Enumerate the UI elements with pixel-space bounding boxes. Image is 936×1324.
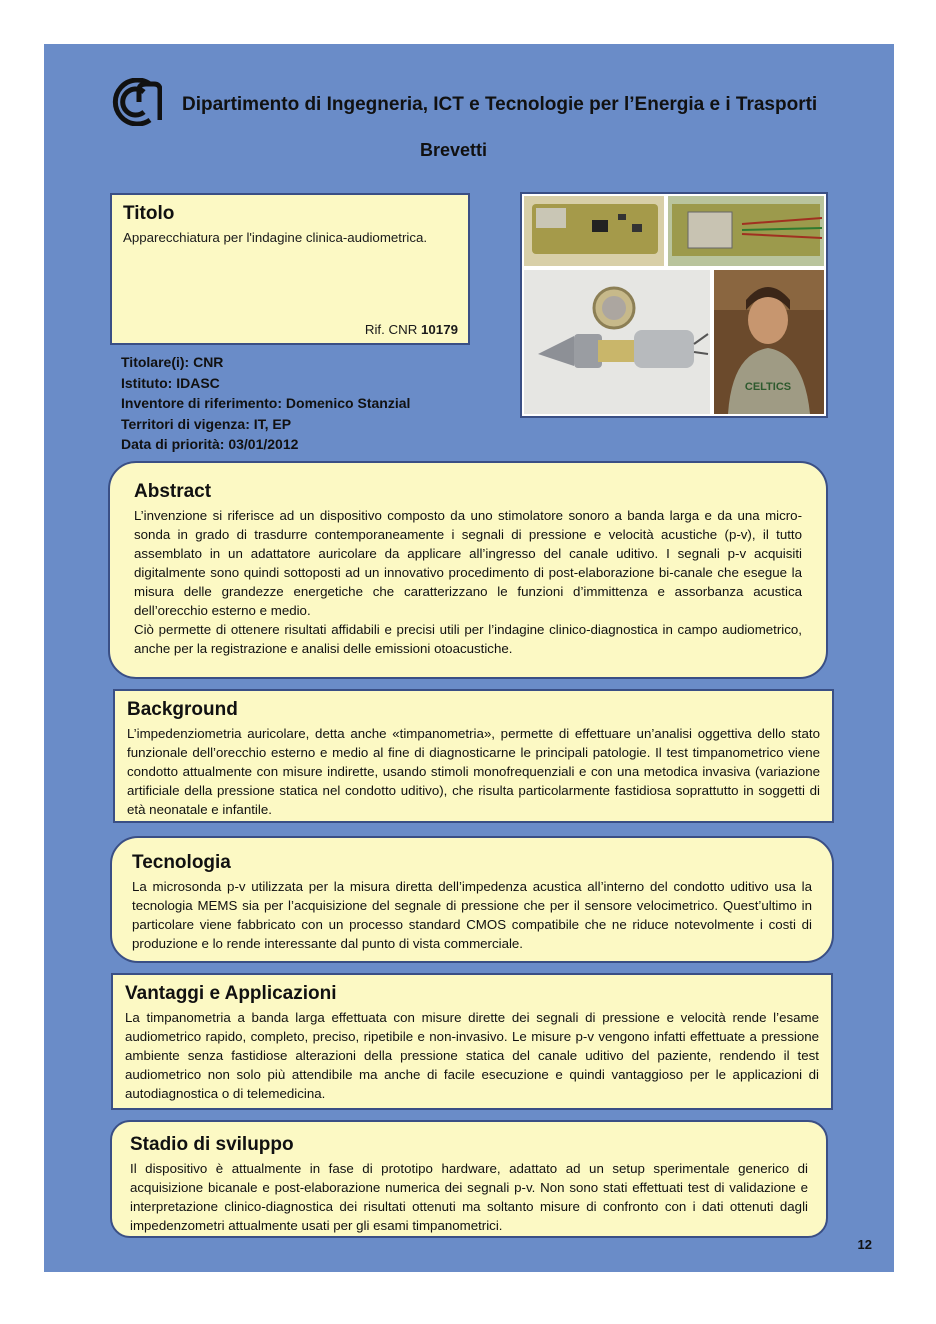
stadio-text: Il dispositivo è attualmente in fase di prototipo hardware, adattato ad un setup sperimentale generico di acquisizione bicanale e post-elaborazione numerica dei segnali p-v. Non sono stati effettuati test di validazione e interpretazione clinico-diagnostica dei risultati ottenuti ma soltanto misure di confronto con i dati ottenuti dagli impedenzometri attualmente usati per gli esami timpanometrici. (130, 1161, 808, 1233)
background-heading: Background (127, 699, 238, 720)
photo-collage (522, 194, 826, 416)
rif-label: Rif. CNR (364, 322, 418, 337)
background-box (113, 689, 834, 823)
department-title: Dipartimento di Ingegneria, ICT e Tecnologie per l’Energia e i Trasporti (182, 94, 818, 115)
vantaggi-heading: Vantaggi e Applicazioni (125, 983, 337, 1004)
section-title: Brevetti (420, 140, 488, 160)
abstract-heading: Abstract (134, 481, 212, 502)
rif-number: 10179 (421, 322, 458, 337)
istituto: Istituto: IDASC (121, 374, 220, 391)
rif-cnr (365, 322, 458, 337)
titolo-heading: Titolo (123, 203, 175, 224)
page-number: 12 (857, 1237, 872, 1252)
vantaggi-box (111, 973, 833, 1110)
data-priorita: Data di priorità: 03/01/2012 (121, 436, 299, 453)
titolo-box (110, 193, 470, 345)
background-text: L’impedenziometria auricolare, detta anche «timpanometria», permette di effettuare un’analisi oggettiva dello stato funzionale dell’orecchio esterno e medio al fine di diagnosticarne le principali patologie. Il test timpanometrico viene condotto attualmente con misure indirette, usando stimoli monofrequenziali e con una metodica invasiva (variazione artificiale della pressione statica nel condotto uditivo), che risulta particolarmente fastidiosa soprattutto in soggetti di età neonatale e infantile. (127, 726, 820, 817)
abstract-box (108, 461, 828, 679)
abstract-paragraph-2: Ciò permette di ottenere risultati affidabili e precisi utili per l’indagine clinico-diagnostica in campo audiometrico, anche per la registrazione e analisi delle emissioni otoacustiche. (134, 622, 802, 656)
stadio-heading: Stadio di sviluppo (130, 1134, 294, 1155)
titolo-text: Apparecchiatura per l'indagine clinica-audiometrica. (123, 230, 428, 245)
tecnologia-text: La microsonda p-v utilizzata per la misura diretta dell’impedenza acustica all’interno del condotto uditivo usa la tecnologia MEMS sia per l’acquisizione del segnale di pressione che per il sensore velocimetrico. Quest’ultimo in particolare viene fabbricato con un processo standard CMOS compatibile che ne riduce notevolmente i costi di produzione e lo rende interessante dal punto di vista commerciale. (132, 879, 812, 951)
vantaggi-text: La timpanometria a banda larga effettuata con misure dirette dei segnali di pressione e velocità rende l’esame audiometrico rapido, completo, preciso, ripetibile e non-invasivo. Le misure p-v vengono infatti effettuate a pressione ambiente senza fastidiose alterazioni della pressione statica del canale uditivo del paziente, rendendo il test audiometrico non solo più attendibile ma anche di facile esecuzione e quindi vantaggioso per le applicazioni di autodiagnostica o di telemedicina. (125, 1010, 819, 1101)
tecnologia-box (110, 836, 834, 963)
cnr-logo-icon (110, 78, 162, 126)
titolare: Titolare(i): CNR (121, 354, 224, 370)
territori: Territori di vigenza: IT, EP (121, 415, 292, 432)
tecnologia-heading: Tecnologia (132, 852, 231, 873)
patent-metadata (121, 352, 410, 455)
inventore: Inventore di riferimento: Domenico Stanzial (121, 395, 411, 412)
page-panel (44, 44, 894, 1272)
abstract-paragraph-1: L’invenzione si riferisce ad un dispositivo composto da uno stimolatore sonoro a banda larga e da una micro-sonda in grado di trasdurre contemporaneamente i segnali di pressione e velocità acustiche (p-v), il tutto assemblato in un adattatore auricolare da applicare all’ingresso del canale uditivo. I segnali p-v acquisiti digitalmente sono quindi sottoposti ad un innovativo procedimento di post-elaborazione bi-canale che esegue la misura delle grandezze energetiche che caratterizzano le funzioni d’immittenza e assorbanza acustica dell’orecchio esterno e medio. (134, 508, 802, 618)
device-photos (520, 192, 828, 418)
shirt-text: CELTICS (744, 381, 792, 393)
stadio-box (110, 1120, 828, 1238)
